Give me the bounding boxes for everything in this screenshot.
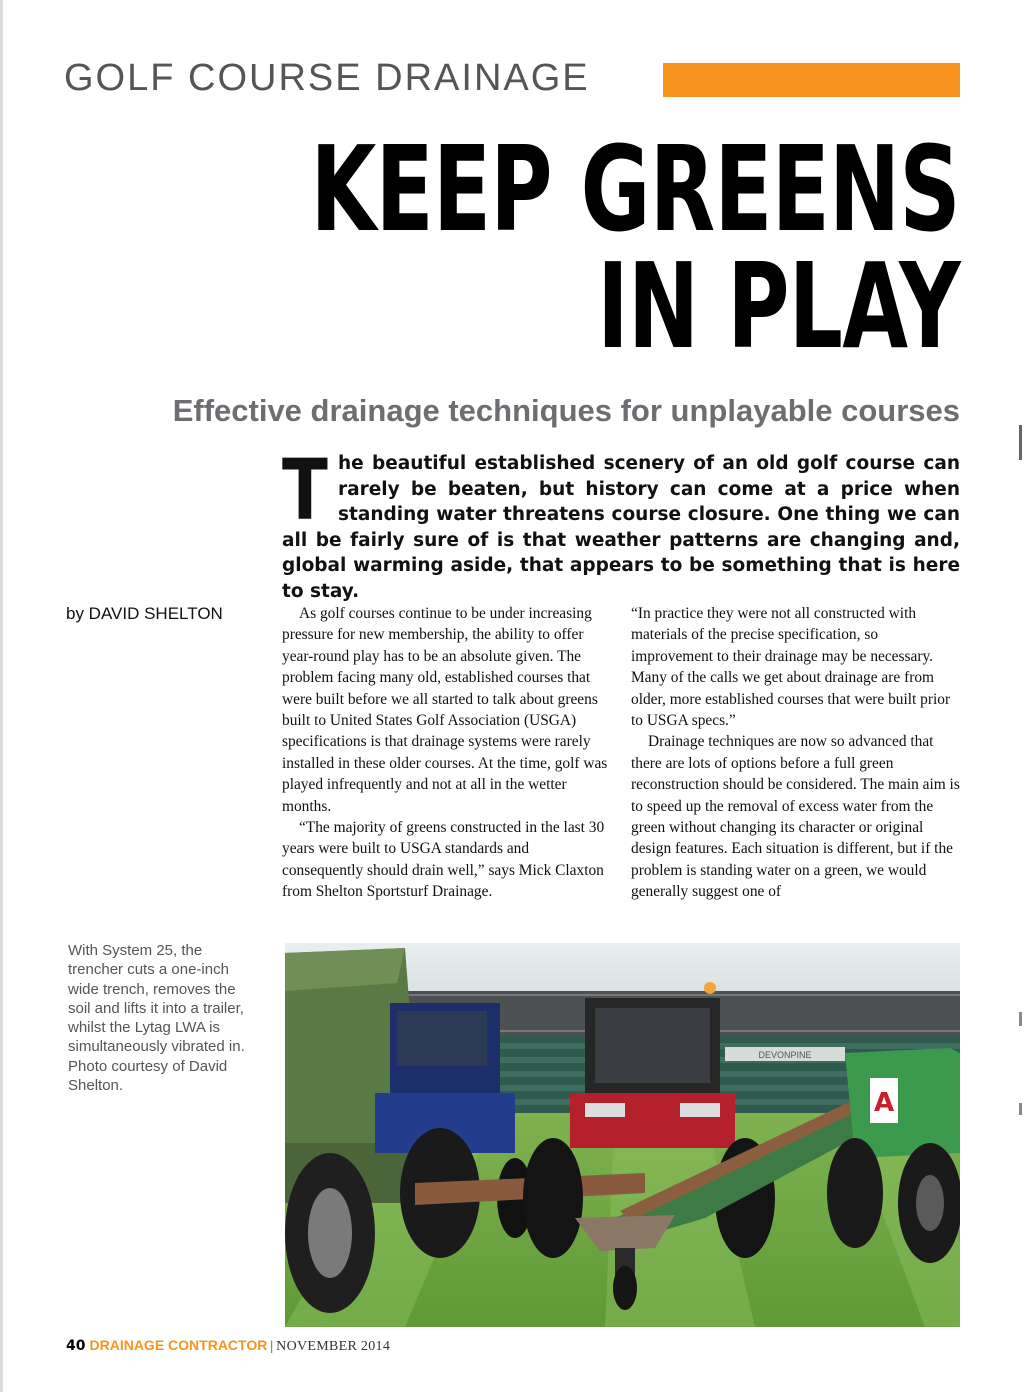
- headline-line-2: IN PLAY: [597, 237, 960, 375]
- footer-separator: |: [270, 1339, 274, 1354]
- body-paragraph: Drainage techniques are now so advanced that there are lots of options before a full green reconstruction should be considered. The main aim is to speed up the removal of excess water from the green without changing its character or original design features. Each situation is different, but if the problem is standing water on a green, we would generally suggest one of: [631, 733, 960, 901]
- section-accent-bar: [663, 63, 960, 97]
- photo-illustration: [285, 943, 960, 1327]
- photo-caption: With System 25, the trencher cuts a one-inch wide trench, removes the soil and lifts it into a trailer, whilst the Lytag LWA is simultaneously vibrated in. Photo courtesy of David Shelton.: [68, 942, 245, 1095]
- drop-cap: T: [282, 441, 328, 539]
- publication-name: DRAINAGE CONTRACTOR: [89, 1337, 268, 1353]
- page-footer: [66, 1336, 390, 1356]
- trailer-mark: A: [873, 1088, 895, 1118]
- article-photo: [285, 943, 960, 1327]
- intro-paragraph: [282, 441, 960, 605]
- stadium-sign: DEVONPINE: [758, 1050, 812, 1060]
- page-number: 40: [66, 1338, 86, 1354]
- body-paragraph: As golf courses continue to be under increasing pressure for new membership, the ability to offer year-round play has to be an absolute given. The problem facing many old, established courses that were built before we all started to talk about greens built to United States Golf Association (USGA) specifications is that drainage systems were rarely installed in these older courses. At the time, golf was played infrequently and not at all in the wetter months.: [282, 605, 608, 815]
- page-edge-mark: [1019, 1012, 1022, 1026]
- body-paragraph: “The majority of greens constructed in the last 30 years were built to USGA standards and consequently should drain well,” says Mick Claxton from Shelton Sportsturf Drainage.: [282, 819, 605, 901]
- headline-line-1: KEEP GREENS: [310, 120, 960, 258]
- page-edge-shadow: [0, 0, 3, 1392]
- byline: by DAVID SHELTON: [66, 604, 223, 623]
- page-edge-mark: [1019, 1103, 1022, 1115]
- subheadline: Effective drainage techniques for unplayable courses: [172, 393, 960, 428]
- issue-date: NOVEMBER 2014: [276, 1339, 391, 1354]
- body-paragraph: “In practice they were not all constructed with materials of the precise specification, so improvement to their drainage may be necessary. Many of the calls we get about drainage are from older, more established courses that were built prior to USGA specs.”: [631, 605, 951, 730]
- section-label: GOLF COURSE DRAINAGE: [64, 57, 590, 99]
- page-edge-mark: [1019, 425, 1022, 460]
- body-column-2: [631, 603, 961, 903]
- intro-text: he beautiful established scenery of an old golf course can rarely be beaten, but history can come at a price when standing water threatens course closure. One thing we can all be fairly sure of is that weather patterns are changing and, global warming aside, that appears to be something that is here to stay.: [282, 453, 960, 602]
- body-column-1: [282, 603, 612, 903]
